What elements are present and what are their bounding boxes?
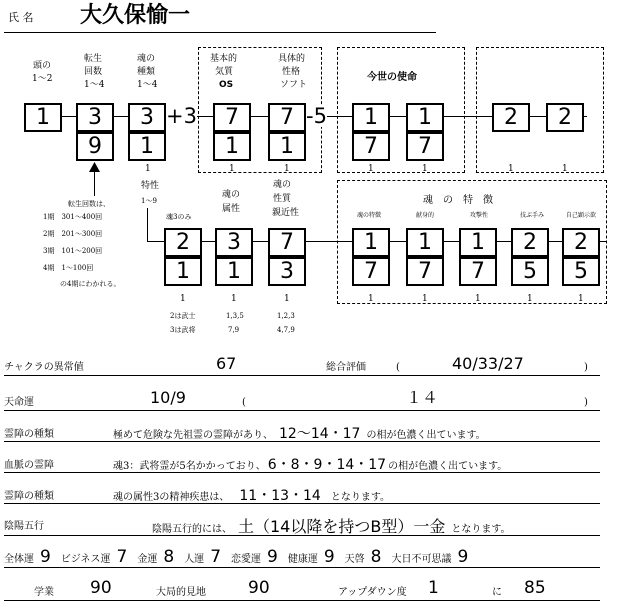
top-below-r2: 1 bbox=[562, 164, 568, 174]
box-mission1-bottom: 7 bbox=[352, 132, 390, 161]
box-f4-bottom: 5 bbox=[511, 257, 549, 286]
soul-plus-modifier: +3 bbox=[166, 104, 197, 128]
mid-below-f3: 1 bbox=[475, 294, 481, 304]
b3-note-2: 4,7,9 bbox=[277, 326, 295, 334]
box-f5-top: 2 bbox=[562, 228, 600, 257]
tenmei-paren-open: ( bbox=[242, 397, 246, 408]
row-line-6 bbox=[4, 535, 600, 536]
trait-connector-v bbox=[147, 208, 148, 241]
overall-value: 40/33/27 bbox=[452, 354, 524, 373]
label-mission: 今世の使命 bbox=[367, 72, 417, 83]
luck-row: 全体運 9 ビジネス運 7 金運 8 人運 7 恋愛運 9 健康運 9 天啓 8 大日不可思議 9 bbox=[4, 547, 469, 567]
ni-label: に bbox=[492, 587, 502, 598]
feature-label-5: 自己顕示欲 bbox=[566, 212, 597, 219]
mid-below-b1: 1 bbox=[180, 294, 186, 304]
concrete-minus-modifier: -5 bbox=[306, 104, 327, 128]
ni-value: 85 bbox=[524, 578, 546, 598]
tenmei-value: 10/9 bbox=[150, 388, 186, 407]
updown-label: アップダウン度 bbox=[338, 587, 407, 598]
view-value: 90 bbox=[248, 578, 270, 598]
box-right1: 2 bbox=[492, 103, 530, 132]
row-line-2 bbox=[4, 410, 600, 411]
feature-label-2: 献身的 bbox=[416, 212, 435, 219]
reisho2-text: 魂の属性3の精神疾患は、 11・13・14 となります。 bbox=[113, 488, 391, 504]
feature-label-3: 攻撃性 bbox=[470, 212, 489, 219]
tenmei-paren-close: ) bbox=[584, 397, 588, 408]
box-reinc-top: 3 bbox=[76, 103, 114, 132]
top-below-m2: 1 bbox=[422, 164, 428, 174]
tenmei-label: 天命運 bbox=[4, 397, 34, 408]
box-basic-bottom: 1 bbox=[213, 132, 251, 161]
b1-note-1: 2は武士 bbox=[170, 312, 196, 320]
updown-value: 1 bbox=[428, 578, 439, 598]
box-b3-bottom: 3 bbox=[268, 257, 306, 286]
trait-range: 1〜9 bbox=[141, 197, 157, 205]
feature-label-1: 魂の特徴 bbox=[357, 212, 382, 219]
reisho2-label: 霊障の種類 bbox=[4, 491, 54, 502]
top-below-basic: 1 bbox=[229, 164, 235, 174]
label-soul3: 魂3のみ bbox=[166, 213, 192, 221]
box-b1-top: 2 bbox=[164, 228, 202, 257]
box-f4-top: 2 bbox=[511, 228, 549, 257]
row-line-1 bbox=[4, 375, 600, 376]
box-f1-top: 1 bbox=[352, 228, 390, 257]
features-title: 魂 の 特 徴 bbox=[423, 195, 493, 206]
mid-below-b3: 1 bbox=[284, 294, 290, 304]
b2-note-2: 7,9 bbox=[228, 326, 240, 334]
box-f3-top: 1 bbox=[459, 228, 497, 257]
box-f3-bottom: 7 bbox=[459, 257, 497, 286]
top-below-concrete: 1 bbox=[284, 164, 290, 174]
top-below-m1: 1 bbox=[368, 164, 374, 174]
box-basic-top: 7 bbox=[213, 103, 251, 132]
mid-below-f4: 1 bbox=[527, 294, 533, 304]
overall-paren-open: ( bbox=[396, 362, 400, 373]
b2-note-1: 1,3,5 bbox=[226, 312, 244, 320]
reisho1-label: 霊障の種類 bbox=[4, 429, 54, 440]
box-right2: 2 bbox=[546, 103, 584, 132]
mid-below-f1: 1 bbox=[368, 294, 374, 304]
row-line-3 bbox=[4, 441, 600, 442]
box-head: 1 bbox=[24, 103, 62, 132]
feature-label-4: 技ぶ手み bbox=[520, 212, 545, 219]
name-label: 氏 名 bbox=[8, 11, 34, 24]
row-line-5 bbox=[4, 503, 600, 504]
box-b2-bottom: 1 bbox=[215, 257, 253, 286]
name-underline bbox=[4, 32, 436, 33]
box-mission2-bottom: 7 bbox=[406, 132, 444, 161]
up-arrow-icon bbox=[89, 162, 100, 172]
box-soul-bottom: 1 bbox=[128, 132, 166, 161]
ketsumyaku-text: 魂3：武将霊が5名かかっており、 6・8・9・14・17 の相が色濃く出ています。 bbox=[113, 457, 508, 473]
chakra-label: チャクラの異常値 bbox=[4, 362, 84, 373]
box-f2-top: 1 bbox=[406, 228, 444, 257]
onmyo-text: 陰陽五行的には、 土（14以降を持つB型）一金 となります。 bbox=[152, 517, 511, 536]
top-below-r1: 1 bbox=[508, 164, 514, 174]
tenmei-value2: １４ bbox=[406, 388, 439, 407]
mid-below-f5: 1 bbox=[578, 294, 584, 304]
top-below-soul: 1 bbox=[145, 164, 151, 174]
box-f5-bottom: 5 bbox=[562, 257, 600, 286]
reinc-arrow-line bbox=[94, 170, 95, 196]
person-name: 大久保愉一 bbox=[80, 2, 191, 28]
box-concrete-bottom: 1 bbox=[268, 132, 306, 161]
overall-paren-close: ) bbox=[584, 362, 588, 373]
box-mission1-top: 1 bbox=[352, 103, 390, 132]
box-mission2-top: 1 bbox=[406, 103, 444, 132]
box-reinc-bottom: 9 bbox=[76, 132, 114, 161]
box-soul-top: 3 bbox=[128, 103, 166, 132]
chakra-value: 67 bbox=[216, 354, 237, 373]
mid-below-f2: 1 bbox=[422, 294, 428, 304]
box-f1-bottom: 7 bbox=[352, 257, 390, 286]
row-line-4 bbox=[4, 472, 600, 473]
trait-label: 特性 bbox=[141, 181, 160, 191]
row-line-7 bbox=[4, 567, 600, 568]
study-value: 90 bbox=[90, 578, 112, 598]
box-f2-bottom: 7 bbox=[406, 257, 444, 286]
view-label: 大局的見地 bbox=[156, 587, 206, 598]
overall-label: 総合評価 bbox=[326, 362, 366, 373]
study-label: 学業 bbox=[34, 587, 54, 598]
box-concrete-top: 7 bbox=[268, 103, 306, 132]
mid-below-b2: 1 bbox=[231, 294, 237, 304]
ketsumyaku-label: 血脈の霊障 bbox=[4, 460, 54, 471]
reisho1-text: 極めて危険な先祖霊の霊障があり、 12〜14・17 の相が色濃く出ています。 bbox=[113, 426, 486, 442]
box-b2-top: 3 bbox=[215, 228, 253, 257]
row-line-8 bbox=[4, 600, 600, 601]
box-b3-top: 7 bbox=[268, 228, 306, 257]
onmyo-label: 陰陽五行 bbox=[4, 521, 44, 532]
b1-note-2: 3は武将 bbox=[170, 326, 196, 334]
b3-note-1: 1,2,3 bbox=[277, 312, 295, 320]
box-b1-bottom: 1 bbox=[164, 257, 202, 286]
